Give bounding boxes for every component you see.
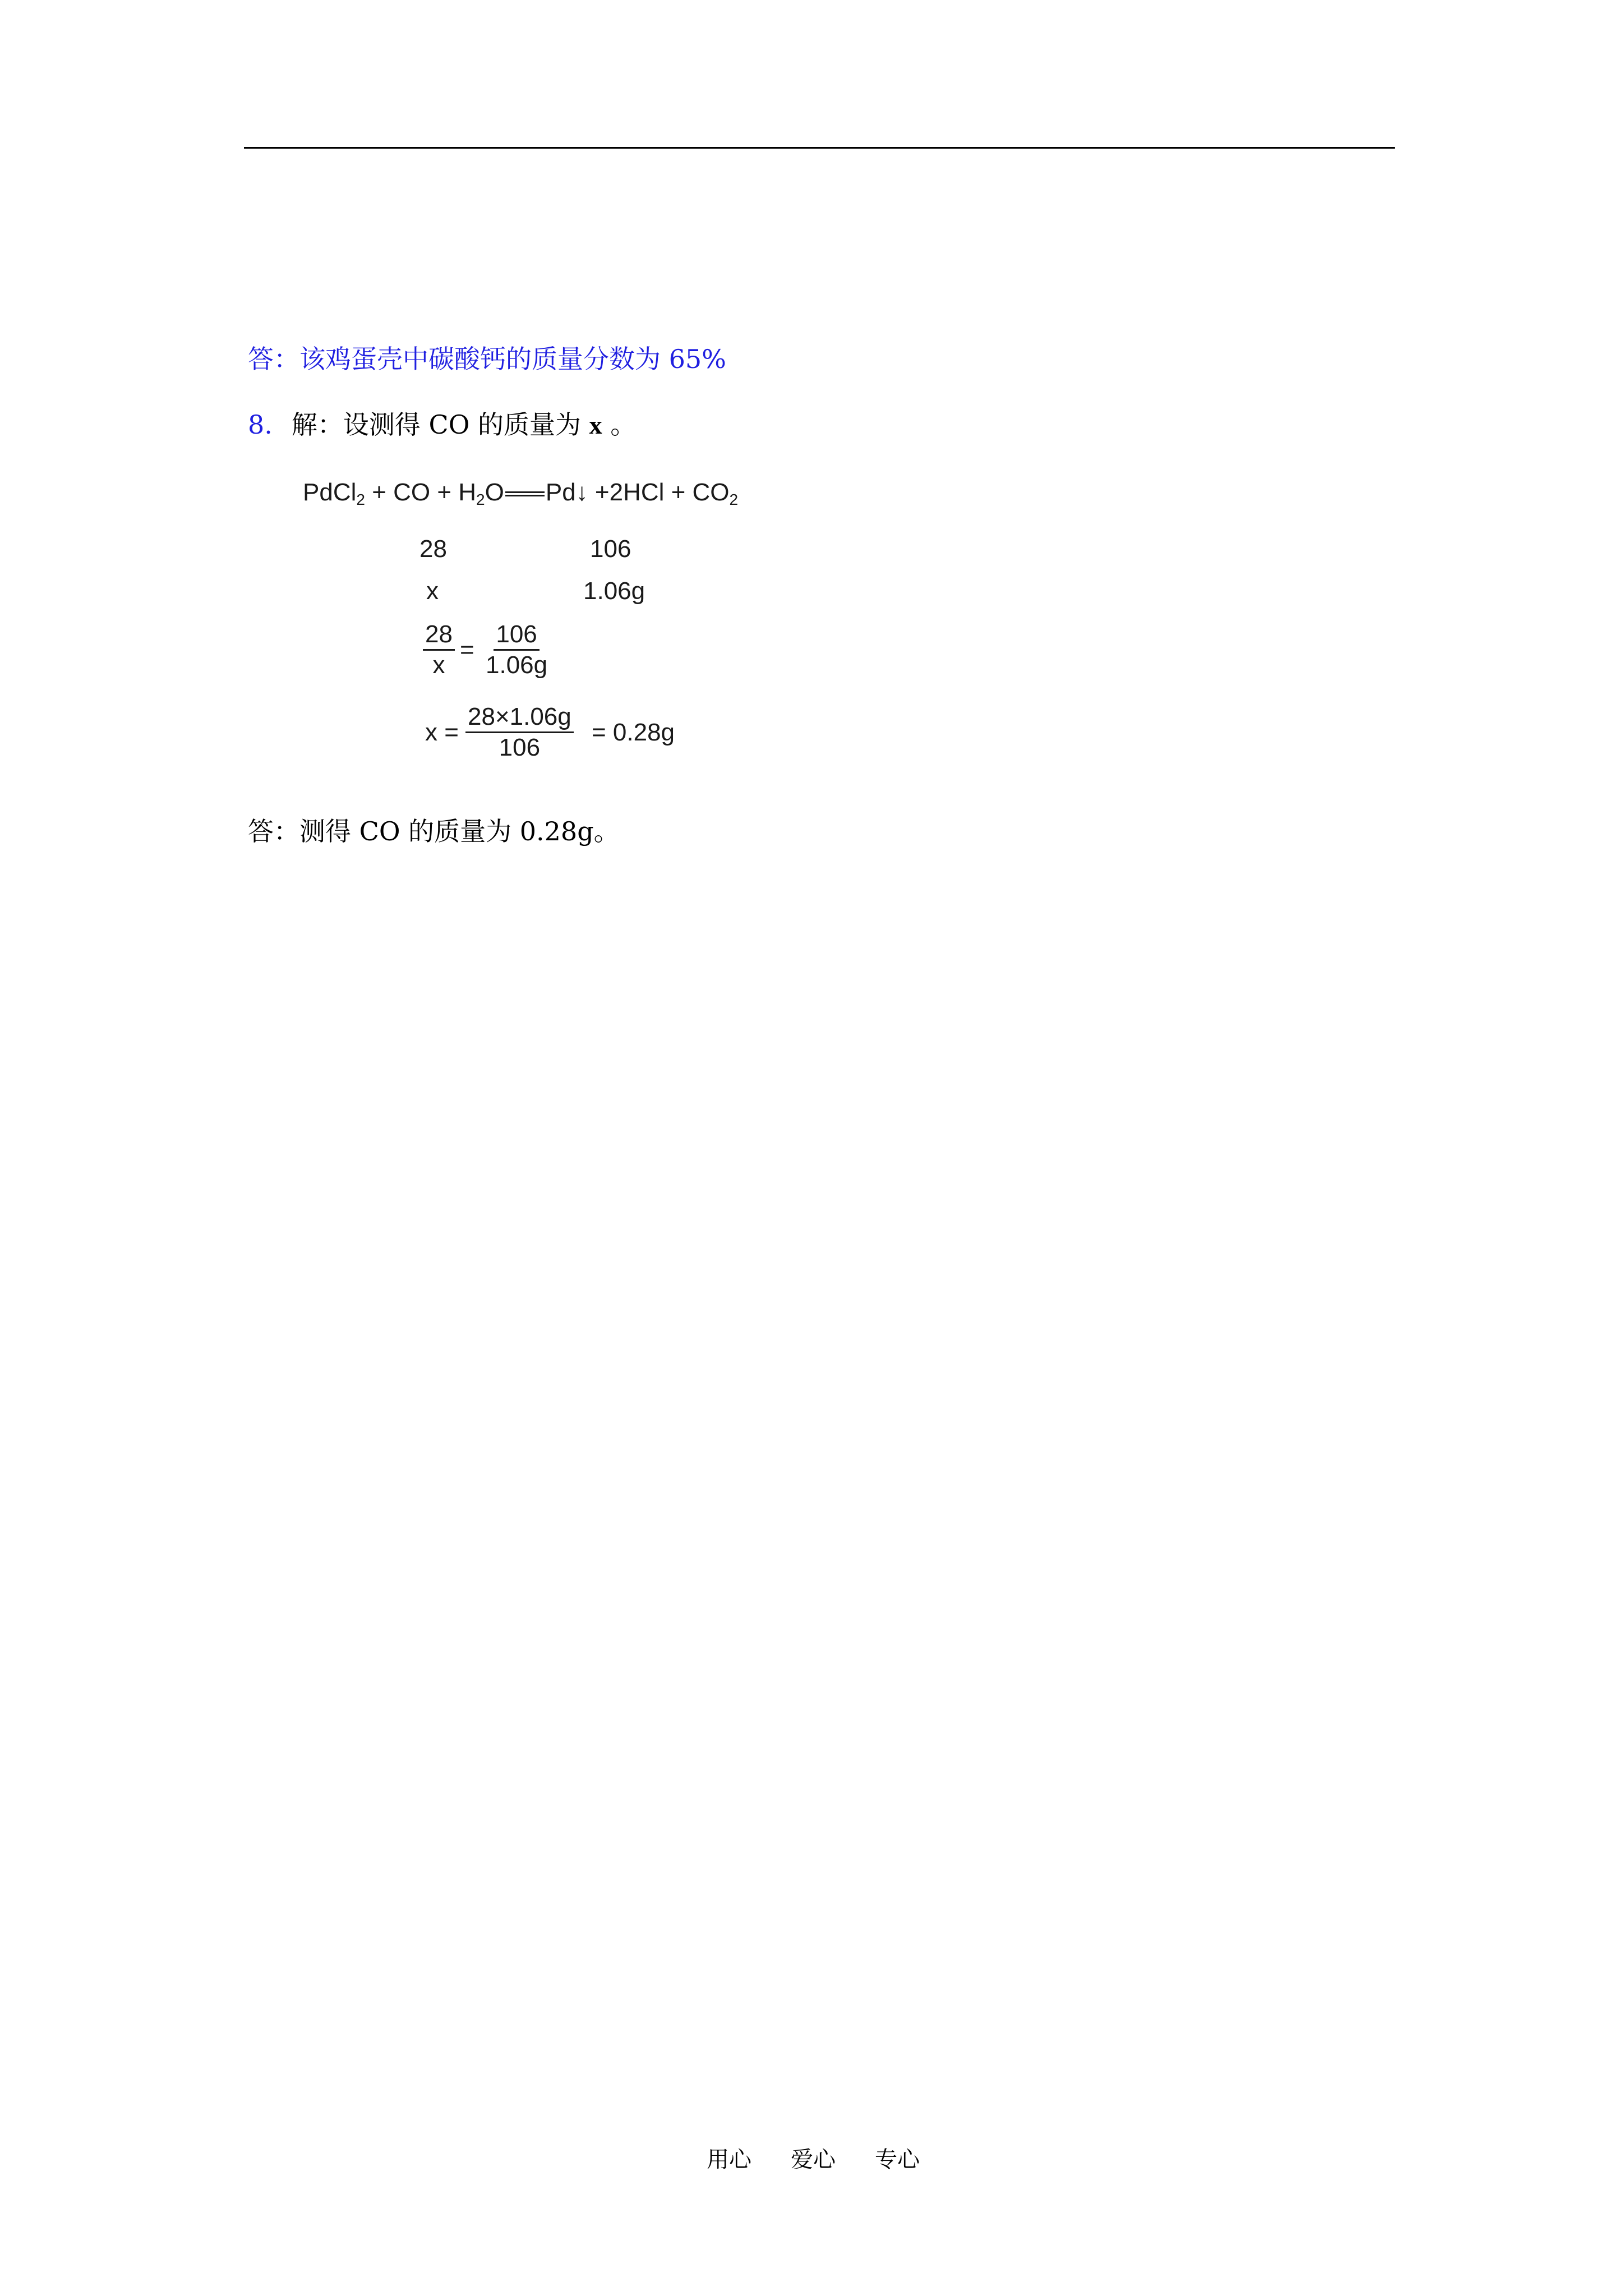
equation-products: Pd↓ +2HCl + CO — [545, 478, 730, 506]
fraction-denominator: 1.06g — [486, 651, 548, 679]
ratio-right-fraction — [483, 620, 550, 680]
footer-item: 专心 — [875, 2147, 920, 2173]
reaction-sign — [505, 491, 545, 496]
final-answer: 答：测得 CO 的质量为 0.28g。 — [248, 816, 620, 846]
problem-intro: 解：设测得 CO 的质量为 — [291, 409, 582, 440]
footer-item: 用心 — [707, 2147, 751, 2173]
co-mass-variable: x — [426, 577, 439, 605]
previous-answer: 答：该鸡蛋壳中碳酸钙的质量分数为 65% — [248, 344, 726, 374]
pd-molar-mass: 106 — [590, 535, 631, 563]
fraction-numerator: 106 — [494, 620, 539, 651]
header-rule — [244, 147, 1395, 149]
fraction-denominator: 106 — [499, 734, 541, 761]
equation-subscript: 2 — [356, 491, 365, 508]
solve-fraction — [465, 702, 574, 762]
problem-variable: x — [589, 411, 602, 439]
footer-item: 爱心 — [791, 2147, 836, 2173]
fraction-denominator: x — [432, 651, 445, 679]
pd-mass: 1.06g — [583, 577, 645, 605]
fraction-numerator: 28×1.06g — [465, 702, 574, 733]
solve-x-label: x = — [425, 719, 459, 746]
ratio-left-fraction — [423, 620, 455, 680]
co-molar-mass: 28 — [419, 535, 447, 563]
problem-number: 8. — [248, 409, 273, 440]
equation-reactants: + CO + H — [372, 478, 477, 506]
page-footer — [707, 2145, 959, 2175]
equation-subscript: 2 — [729, 491, 739, 508]
equals-sign: = — [460, 636, 474, 664]
equation-subscript: 2 — [476, 491, 485, 508]
fraction-numerator: 28 — [423, 620, 455, 651]
problem-8-statement — [248, 408, 636, 442]
equation-reactant-pdcl: PdCl — [303, 478, 357, 506]
problem-end-mark: 。 — [610, 409, 637, 440]
equation-reactant-o: O — [485, 478, 504, 506]
chemical-equation — [303, 476, 738, 517]
solve-result: = 0.28g — [592, 719, 675, 746]
